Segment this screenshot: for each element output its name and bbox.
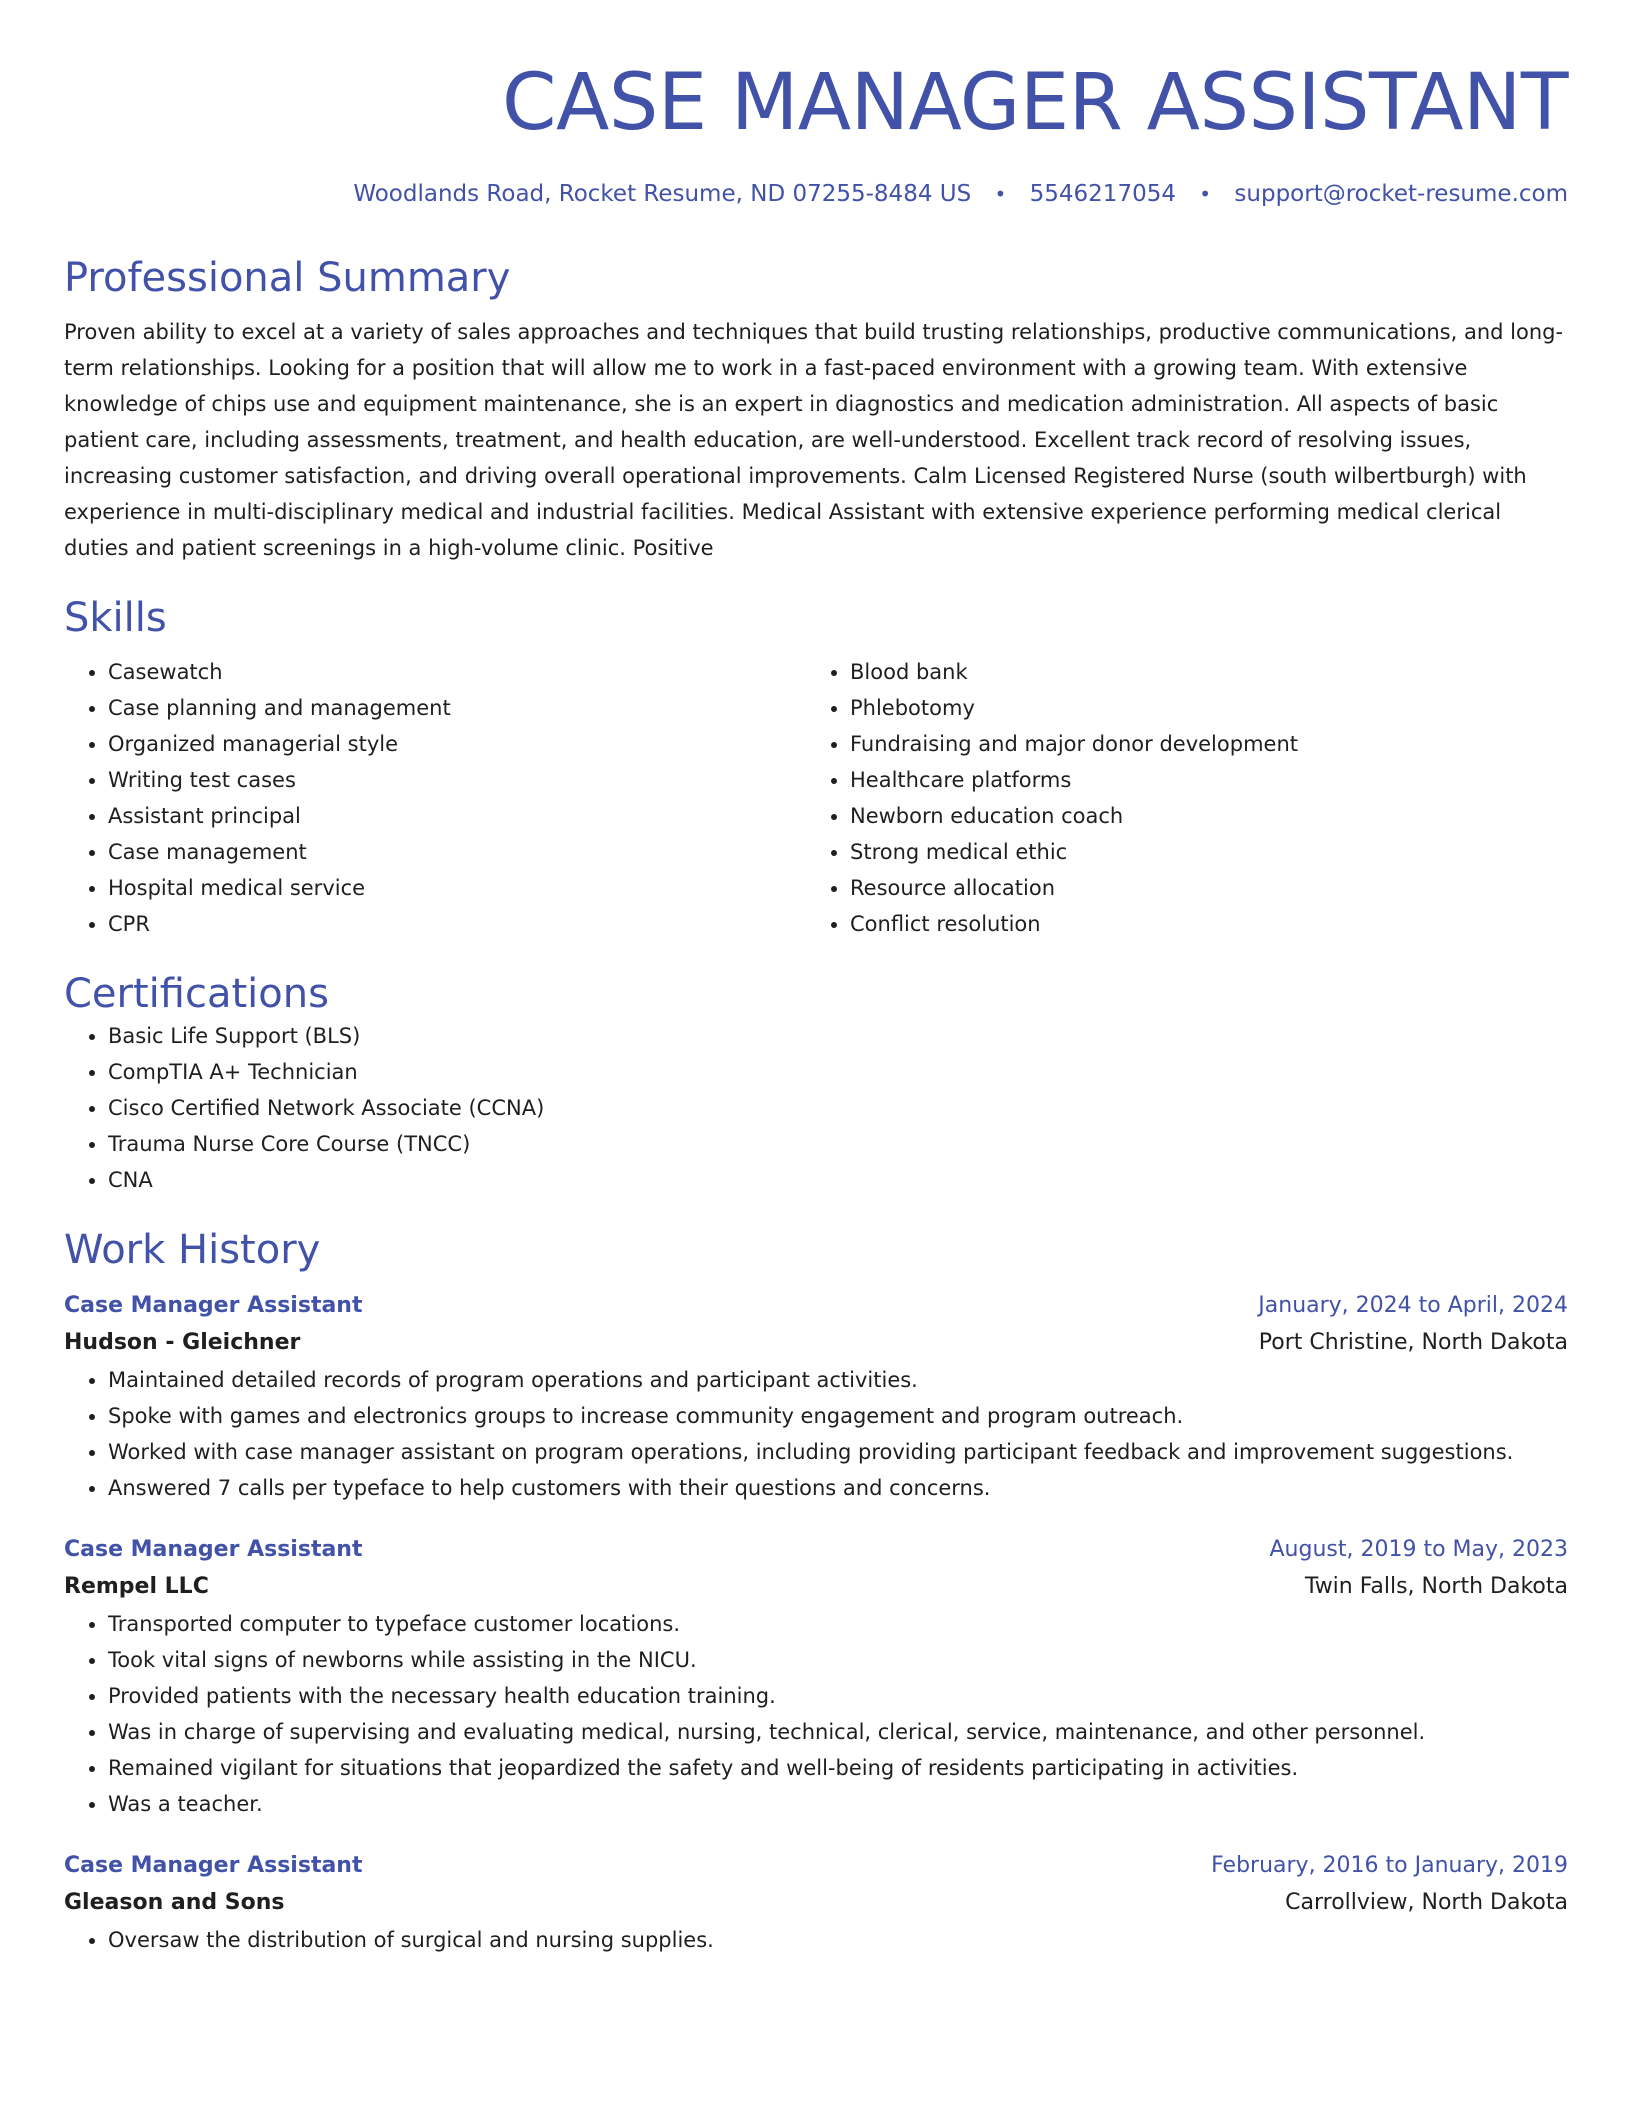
skill-item: • Strong medical ethic <box>850 834 1548 870</box>
skill-item: • CPR <box>108 906 806 942</box>
job-bullets <box>64 1362 1568 1506</box>
job-dates: January, 2024 to April, 2024 <box>1258 1293 1568 1318</box>
certification-item: • CNA <box>108 1162 1568 1198</box>
skill-item: • Blood bank <box>850 654 1548 690</box>
job-bullets <box>64 1922 1568 1958</box>
contact-address: Woodlands Road, Rocket Resume, ND 07255-8484 US <box>353 181 972 207</box>
skill-item: • Case planning and management <box>108 690 806 726</box>
job-bullet: • Maintained detailed records of program operations and participant activities. <box>108 1362 1568 1398</box>
job-bullet: • Took vital signs of newborns while assisting in the NICU. <box>108 1642 1568 1678</box>
work-history-heading: Work History <box>64 1227 321 1273</box>
contact-phone: 5546217054 <box>1029 181 1176 207</box>
job-bullet: • Answered 7 calls per typeface to help customers with their questions and concerns. <box>108 1470 1568 1506</box>
job-company: Hudson - Gleichner <box>64 1330 301 1355</box>
job-entry <box>64 1532 1568 1822</box>
job-location: Carrollview, North Dakota <box>1285 1890 1568 1915</box>
job-bullet: • Was a teacher. <box>108 1786 1568 1822</box>
skill-item: • Organized managerial style <box>108 726 806 762</box>
job-bullet: • Worked with case manager assistant on program operations, including providing participant feedback and improvement suggestions. <box>108 1434 1568 1470</box>
resume-page <box>64 0 1568 2112</box>
skill-item: • Conflict resolution <box>850 906 1548 942</box>
job-bullet: • Provided patients with the necessary health education training. <box>108 1678 1568 1714</box>
job-title: Case Manager Assistant <box>64 1537 363 1562</box>
job-bullet: • Remained vigilant for situations that jeopardized the safety and well-being of residents participating in activities. <box>108 1750 1568 1786</box>
job-dates: August, 2019 to May, 2023 <box>1269 1537 1568 1562</box>
skills-column-right <box>806 654 1548 942</box>
skill-item: • Assistant principal <box>108 798 806 834</box>
certification-item: • CompTIA A+ Technician <box>108 1054 1568 1090</box>
contact-separator: • <box>994 182 1007 206</box>
job-title: Case Manager Assistant <box>64 1293 363 1318</box>
skill-item: • Healthcare platforms <box>850 762 1548 798</box>
job-bullet: • Transported computer to typeface customer locations. <box>108 1606 1568 1642</box>
skill-item: • Hospital medical service <box>108 870 806 906</box>
skill-item: • Case management <box>108 834 806 870</box>
job-title-row <box>64 1532 1568 1568</box>
job-company-row <box>64 1884 1568 1922</box>
job-location: Twin Falls, North Dakota <box>1304 1574 1568 1599</box>
contact-line <box>64 178 1568 210</box>
skills-grid <box>64 654 1568 942</box>
summary-text: Proven ability to excel at a variety of sales approaches and techniques that build trusting relationships, productive communications, and long-term relationships. Looking for a position that will allow me to work in a fast-paced environment with a growing team. With extensive knowledge of chips use and equipment maintenance, she is an expert in diagnostics and medication administration. All aspects of basic patient care, including assessments, treatment, and health education, are well-understood. Excellent track record of resolving issues, increasing customer satisfaction, and driving overall operational improvements. Calm Licensed Registered Nurse (south wilbertburgh) with experience in multi-disciplinary medical and industrial facilities. Medical Assistant with extensive experience performing medical clerical duties and patient screenings in a high-volume clinic. Positive <box>64 320 1564 560</box>
certifications-heading: Certifications <box>64 971 329 1017</box>
job-dates: February, 2016 to January, 2019 <box>1211 1853 1568 1878</box>
job-title-row <box>64 1848 1568 1884</box>
job-bullet: • Was in charge of supervising and evaluating medical, nursing, technical, clerical, service, maintenance, and other personnel. <box>108 1714 1568 1750</box>
skills-heading: Skills <box>64 595 167 641</box>
job-location: Port Christine, North Dakota <box>1258 1330 1568 1355</box>
skill-item: • Casewatch <box>108 654 806 690</box>
certification-item: • Cisco Certified Network Associate (CCNA) <box>108 1090 1568 1126</box>
job-entry <box>64 1288 1568 1506</box>
skills-column-left <box>64 654 806 942</box>
skills-list-right <box>806 654 1548 942</box>
job-bullet: • Spoke with games and electronics groups to increase community engagement and program outreach. <box>108 1398 1568 1434</box>
certification-item: • Basic Life Support (BLS) <box>108 1018 1568 1054</box>
skill-item: • Newborn education coach <box>850 798 1548 834</box>
job-company: Gleason and Sons <box>64 1890 285 1915</box>
contact-separator: • <box>1199 182 1212 206</box>
job-entry <box>64 1848 1568 1958</box>
contact-email: support@rocket-resume.com <box>1234 181 1568 207</box>
job-company-row <box>64 1568 1568 1606</box>
summary-heading: Professional Summary <box>64 255 511 301</box>
skill-item: • Fundraising and major donor development <box>850 726 1548 762</box>
skill-item: • Resource allocation <box>850 870 1548 906</box>
job-bullets <box>64 1606 1568 1822</box>
job-title: Case Manager Assistant <box>64 1853 363 1878</box>
skill-item: • Writing test cases <box>108 762 806 798</box>
certifications-list <box>64 1018 1568 1198</box>
skills-list-left <box>64 654 806 942</box>
job-company-row <box>64 1324 1568 1362</box>
certification-item: • Trauma Nurse Core Course (TNCC) <box>108 1126 1568 1162</box>
candidate-name: CASE MANAGER ASSISTANT <box>502 58 1568 148</box>
job-company: Rempel LLC <box>64 1574 209 1599</box>
job-title-row <box>64 1288 1568 1324</box>
skill-item: • Phlebotomy <box>850 690 1548 726</box>
job-bullet: • Oversaw the distribution of surgical and nursing supplies. <box>108 1922 1568 1958</box>
